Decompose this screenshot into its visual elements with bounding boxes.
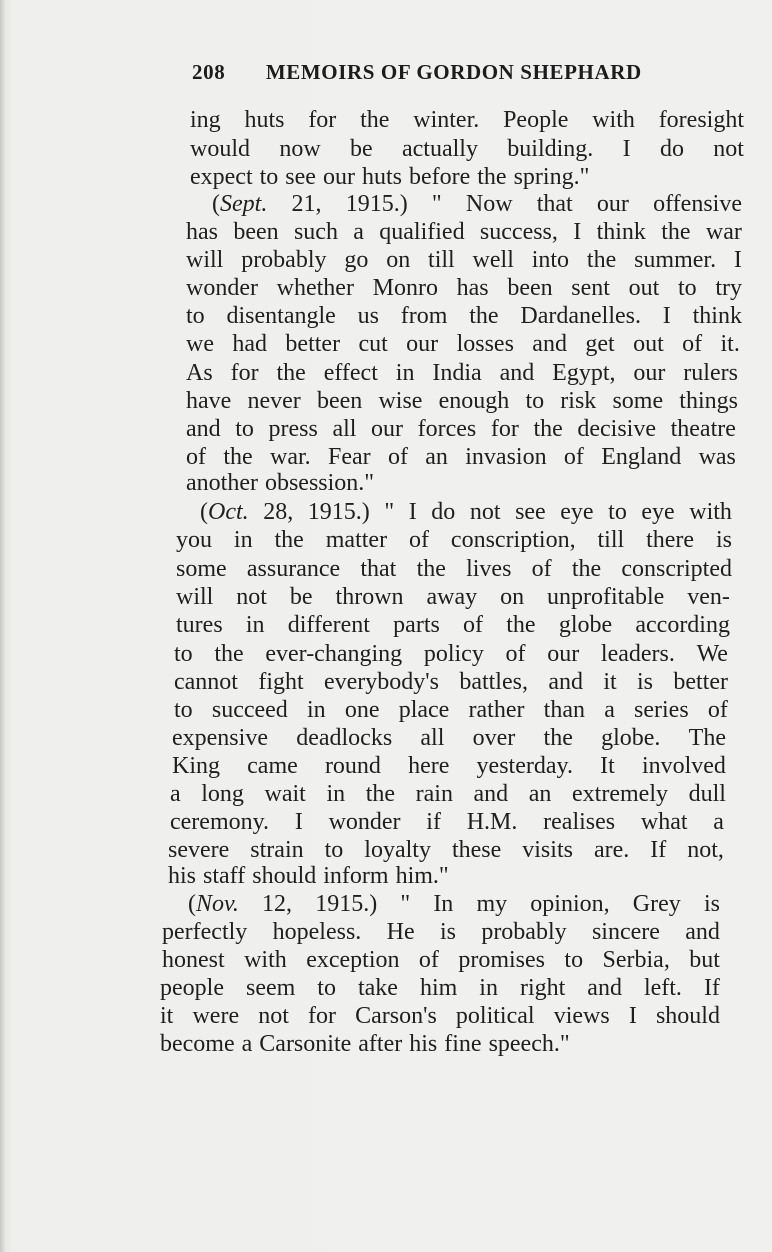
text-line: and to press all our forces for the decisive theatre [186,416,736,442]
text-line: expensive deadlocks all over the globe. The [172,725,726,751]
text-line: As for the effect in India and Egypt, our rulers [186,360,738,386]
text-line: ing huts for the winter. People with foresight [190,107,744,133]
text-line: to disentangle us from the Dardanelles. I think [186,303,742,329]
text-line: (Nov. 12, 1915.) " In my opinion, Grey is [188,891,720,917]
text-line: King came round here yesterday. It involved [172,753,726,779]
text-line: another obsession." [186,470,375,496]
running-head-title: MEMOIRS OF GORDON SHEPHARD [265,60,642,84]
text-line: tures in different parts of the globe according [176,612,730,638]
text-line: expect to see our huts before the spring." [190,164,590,190]
page-number: 208 [192,60,226,84]
text-line: of the war. Fear of an invasion of England was [186,444,736,470]
text-line: has been such a qualified success, I think the war [186,219,742,245]
text-line: it were not for Carson's political views I should [160,1003,720,1029]
text-line: will probably go on till well into the summer. I [186,247,742,273]
text-line: to succeed in one place rather than a series of [174,697,728,723]
text-line: his staff should inform him." [168,863,449,889]
text-line: would now be actually building. I do not [190,136,744,162]
text-line: become a Carsonite after his fine speech." [160,1031,570,1057]
text-line: (Oct. 28, 1915.) " I do not see eye to eye with [200,499,732,525]
text-line: cannot fight everybody's battles, and it is better [174,669,728,695]
text-line: people seem to take him in right and left. If [160,975,720,1001]
text-line: wonder whether Monro has been sent out to try [186,275,742,301]
text-line: will not be thrown away on unprofitable ven- [176,584,730,610]
text-line: (Sept. 21, 1915.) " Now that our offensive [212,191,742,217]
text-line: have never been wise enough to risk some things [186,388,738,414]
text-line: to the ever-changing policy of our leaders. We [174,641,728,667]
text-line: some assurance that the lives of the conscripted [176,556,732,582]
text-line: ceremony. I wonder if H.M. realises what a [170,809,724,835]
text-line: honest with exception of promises to Serbia, but [162,947,720,973]
text-line: perfectly hopeless. He is probably sincere and [162,919,720,945]
text-line: you in the matter of conscription, till there is [176,527,732,553]
text-line: severe strain to loyalty these visits are. If not, [168,837,724,863]
text-line: a long wait in the rain and an extremely dull [170,781,726,807]
text-line: we had better cut our losses and get out of it. [186,331,740,357]
